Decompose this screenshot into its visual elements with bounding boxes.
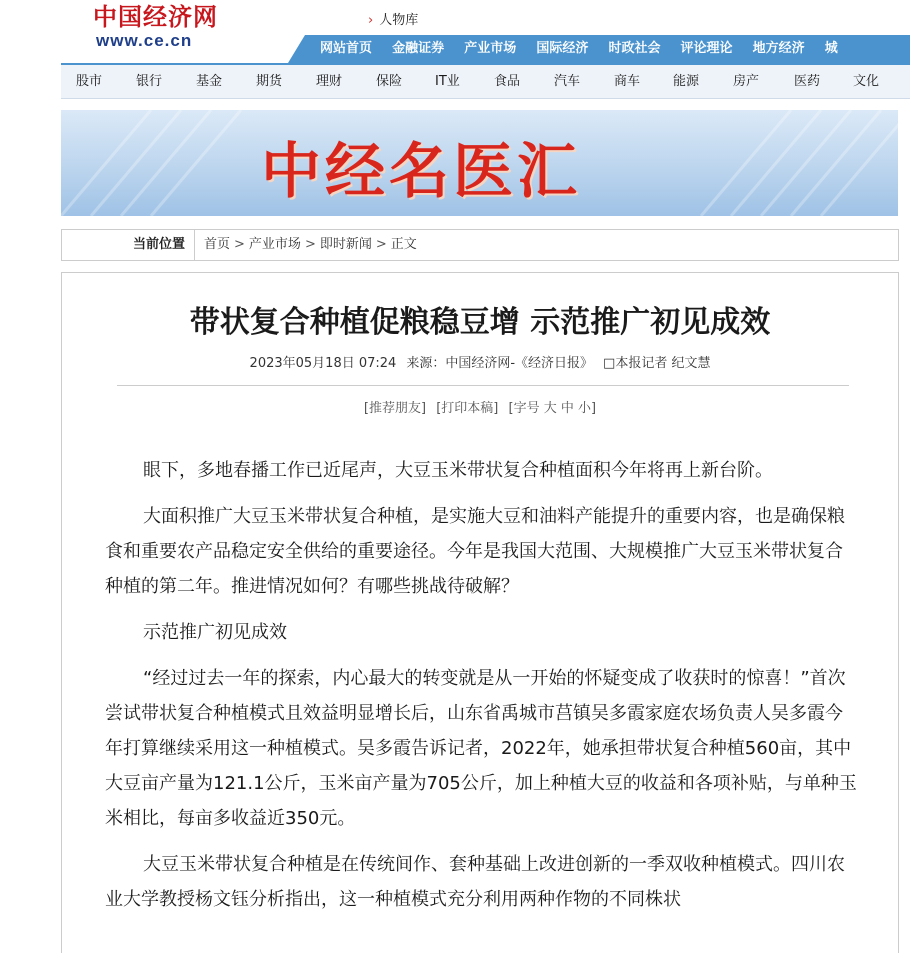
article-title: 带状复合种植促粮稳豆增 示范推广初见成效 <box>189 305 771 340</box>
article-subheading: 示范推广初见成效 <box>143 622 287 643</box>
nav-wealth-management[interactable]: 理财 <box>316 74 343 89</box>
site-logo[interactable] <box>91 2 241 54</box>
nav-corner-decoration <box>288 35 305 63</box>
nav-banking[interactable]: 银行 <box>136 74 163 89</box>
article-date: 2023年05月18日 07:24 <box>249 356 397 371</box>
main-navigation <box>305 35 910 63</box>
nav-local-economy[interactable]: 地方经济 <box>752 41 805 56</box>
nav-energy[interactable]: 能源 <box>673 74 700 89</box>
nav-city[interactable]: 城 <box>824 41 838 56</box>
nav-funds[interactable]: 基金 <box>196 74 223 89</box>
nav-commercial-vehicles[interactable]: 商车 <box>614 74 641 89</box>
people-database-label: 人物库 <box>379 13 419 28</box>
nav-it-industry[interactable]: IT业 <box>435 74 460 89</box>
font-size-control[interactable]: [字号 大 中 小] <box>508 401 597 416</box>
banner-title: 中经名医汇 <box>261 137 581 207</box>
nav-stocks[interactable]: 股市 <box>76 74 103 89</box>
breadcrumb-current: 正文 <box>390 237 417 252</box>
category-navigation <box>61 63 910 99</box>
breadcrumb-path <box>204 230 417 260</box>
recommend-friend-link[interactable]: [推荐朋友] <box>363 401 427 416</box>
print-article-link[interactable]: [打印本稿] <box>436 401 499 416</box>
divider <box>117 385 849 386</box>
breadcrumb-industry-market[interactable]: 产业市场 <box>248 237 301 252</box>
logo-chinese-name: 中国经济网 <box>93 2 218 31</box>
nav-home[interactable]: 网站首页 <box>320 41 373 56</box>
nav-auto[interactable]: 汽车 <box>554 74 581 89</box>
nav-real-estate[interactable]: 房产 <box>733 74 760 89</box>
nav-politics-society[interactable]: 时政社会 <box>608 41 661 56</box>
article-body <box>105 453 857 928</box>
article-container <box>61 272 899 953</box>
breadcrumb-home[interactable]: 首页 <box>204 237 231 252</box>
article-source-label: 来源： <box>406 356 446 371</box>
nav-commentary-theory[interactable]: 评论理论 <box>680 41 733 56</box>
article-paragraph: “经过过去一年的探索，内心最大的转变就是从一开始的怀疑变成了收获时的惊喜！”首次尝试带状复合种植模式且效益明显增长后，山东省禹城市莒镇吴多霞家庭农场负责人吴多霞今年打算继续采用这一种植模式。吴多霞告诉记者，2022年，她承担带状复合种植560亩，其中大豆亩产量为121.1公斤，玉米亩产量为705公斤，加上种植大豆的收益和各项补贴，与单种玉米相比，每亩多收益近350元。 <box>105 668 857 829</box>
nav-futures[interactable]: 期货 <box>256 74 283 89</box>
logo-url: www.ce.cn <box>96 31 193 50</box>
breadcrumb-label: 当前位置 <box>62 230 195 260</box>
article-meta <box>62 352 898 371</box>
article-author: □本报记者 纪文慧 <box>603 356 711 371</box>
breadcrumb <box>61 229 899 261</box>
nav-industry-market[interactable]: 产业市场 <box>464 41 517 56</box>
breadcrumb-separator: > <box>375 237 387 252</box>
article-paragraph: 大面积推广大豆玉米带状复合种植，是实施大豆和油料产能提升的重要内容，也是确保粮食和重要农产品稳定安全供给的重要途径。今年是我国大范围、大规模推广大豆玉米带状复合种植的第二年。推进情况如何？有哪些挑战待破解？ <box>105 506 845 597</box>
breadcrumb-instant-news[interactable]: 即时新闻 <box>319 237 372 252</box>
article-paragraph: 眼下，多地春播工作已近尾声，大豆玉米带状复合种植面积今年将再上新台阶。 <box>143 460 773 481</box>
banner-ad[interactable] <box>61 110 898 216</box>
article-tools <box>62 397 898 416</box>
breadcrumb-separator: > <box>234 237 245 252</box>
nav-culture[interactable]: 文化 <box>853 74 880 89</box>
nav-finance-securities[interactable]: 金融证券 <box>392 41 445 56</box>
nav-food[interactable]: 食品 <box>494 74 521 89</box>
article-source[interactable]: 中国经济网-《经济日报》 <box>445 356 594 371</box>
nav-insurance[interactable]: 保险 <box>376 74 403 89</box>
article-paragraph: 大豆玉米带状复合种植是在传统间作、套种基础上改进创新的一季双收种植模式。四川农业大学教授杨文钰分析指出，这一种植模式充分利用两种作物的不同株状 <box>105 854 845 910</box>
chevron-right-icon: › <box>368 13 374 28</box>
nav-international-economy[interactable]: 国际经济 <box>536 41 589 56</box>
breadcrumb-separator: > <box>304 237 316 252</box>
nav-medicine[interactable]: 医药 <box>794 74 821 89</box>
people-database-link[interactable] <box>368 9 418 28</box>
